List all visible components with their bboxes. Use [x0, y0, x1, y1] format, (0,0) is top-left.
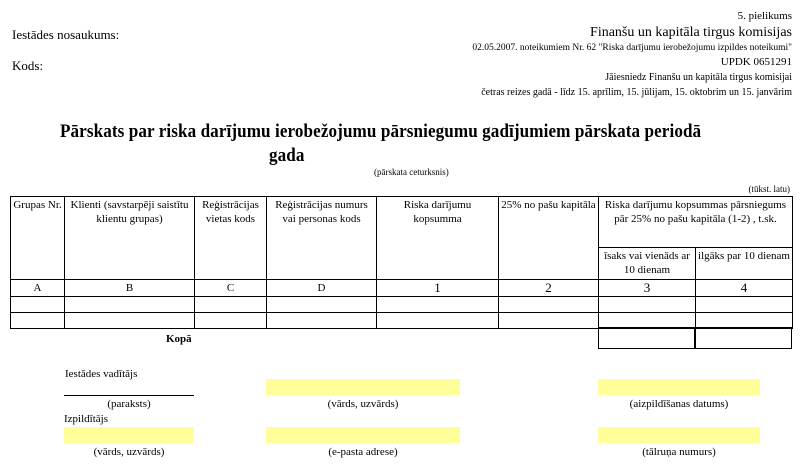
email-field[interactable]	[266, 427, 460, 443]
commission-label: Finanšu un kapitāla tirgus komisijas	[590, 25, 792, 40]
quarter-caption: (pārskata ceturksnis)	[374, 167, 449, 177]
code-c: C	[195, 280, 267, 297]
code-b: B	[65, 280, 195, 297]
updk-code: UPDK 0651291	[720, 56, 792, 68]
header-pct25: 25% no pašu kapitāla	[499, 197, 599, 280]
table-row	[11, 297, 793, 313]
phone-field[interactable]	[598, 427, 760, 443]
column-codes-row	[11, 280, 793, 297]
date-field[interactable]	[598, 379, 760, 395]
email-caption: (e-pasta adrese)	[328, 446, 398, 458]
cell-reg-place-code[interactable]	[195, 297, 267, 313]
signature-caption: (paraksts)	[107, 398, 151, 410]
code-2: 2	[499, 280, 599, 297]
cell-reg-number[interactable]	[267, 297, 377, 313]
head-name-field[interactable]	[266, 379, 460, 395]
header-short-term: īsaks vai vienāds ar 10 dienam	[599, 248, 696, 280]
exceedance-table	[10, 196, 793, 329]
code-label: Kods:	[12, 58, 44, 73]
cell-reg-place-code[interactable]	[195, 313, 267, 329]
code-3: 3	[599, 280, 696, 297]
code-1: 1	[377, 280, 499, 297]
header-reg-place-code: Reģistrācijas vietas kods	[195, 197, 267, 280]
cell-risk-total[interactable]	[377, 313, 499, 329]
cell-group-no[interactable]	[11, 313, 65, 329]
cell-pct25[interactable]	[499, 297, 599, 313]
executor-name-caption: (vārds, uzvārds)	[93, 446, 165, 458]
cell-short-term[interactable]	[599, 297, 696, 313]
schedule-label: četras reizes gadā - līdz 15. aprīlim, 15. jūlijam, 15. oktobrim un 15. janvārim	[481, 87, 792, 98]
total-label: Kopā	[166, 333, 192, 345]
executor-label: Izpildītājs	[64, 413, 108, 425]
cell-reg-number[interactable]	[267, 313, 377, 329]
cell-clients[interactable]	[65, 313, 195, 329]
code-4: 4	[696, 280, 793, 297]
header-risk-total: Riska darījumu kopsumma	[377, 197, 499, 280]
header-row	[11, 197, 793, 248]
cell-pct25[interactable]	[499, 313, 599, 329]
report-title: Pārskats par riska darījumu ierobežojumu pārsniegumu gadījumiem pārskata periodā	[60, 121, 702, 142]
year-label: gada	[269, 145, 305, 166]
submit-to-label: Jāiesniedz Finanšu un kapitāla tirgus komisijai	[605, 72, 792, 83]
header-excess: Riska darījumu kopsummas pārsniegums pār 25% no pašu kapitāla (1-2) , t.sk.	[599, 197, 793, 248]
executor-name-field[interactable]	[64, 427, 194, 443]
annex-label: 5. pielikums	[737, 10, 792, 22]
header-group-no: Grupas Nr.	[11, 197, 65, 280]
header-clients: Klienti (savstarpēji saistītu klientu grupas)	[65, 197, 195, 280]
cell-group-no[interactable]	[11, 297, 65, 313]
units-label: (tūkst. latu)	[748, 184, 790, 194]
head-name-caption: (vārds, uzvārds)	[327, 398, 399, 410]
institution-name-label: Iestādes nosaukums:	[12, 27, 120, 42]
cell-risk-total[interactable]	[377, 297, 499, 313]
code-d: D	[267, 280, 377, 297]
head-label: Iestādes vadītājs	[65, 368, 138, 380]
signature-line[interactable]	[64, 395, 194, 396]
cell-clients[interactable]	[65, 297, 195, 313]
date-caption: (aizpildīšanas datums)	[629, 398, 729, 410]
code-a: A	[11, 280, 65, 297]
cell-long-term[interactable]	[696, 297, 793, 313]
total-long-term-cell[interactable]	[694, 327, 792, 349]
total-short-term-cell[interactable]	[598, 327, 696, 349]
header-long-term: ilgāks par 10 dienam	[696, 248, 793, 280]
regulation-label: 02.05.2007. noteikumiem Nr. 62 "Riska darījumu ierobežojumu izpildes noteikumi"	[472, 43, 792, 53]
phone-caption: (tālruņa numurs)	[642, 446, 716, 458]
header-reg-number: Reģistrācijas numurs vai personas kods	[267, 197, 377, 280]
